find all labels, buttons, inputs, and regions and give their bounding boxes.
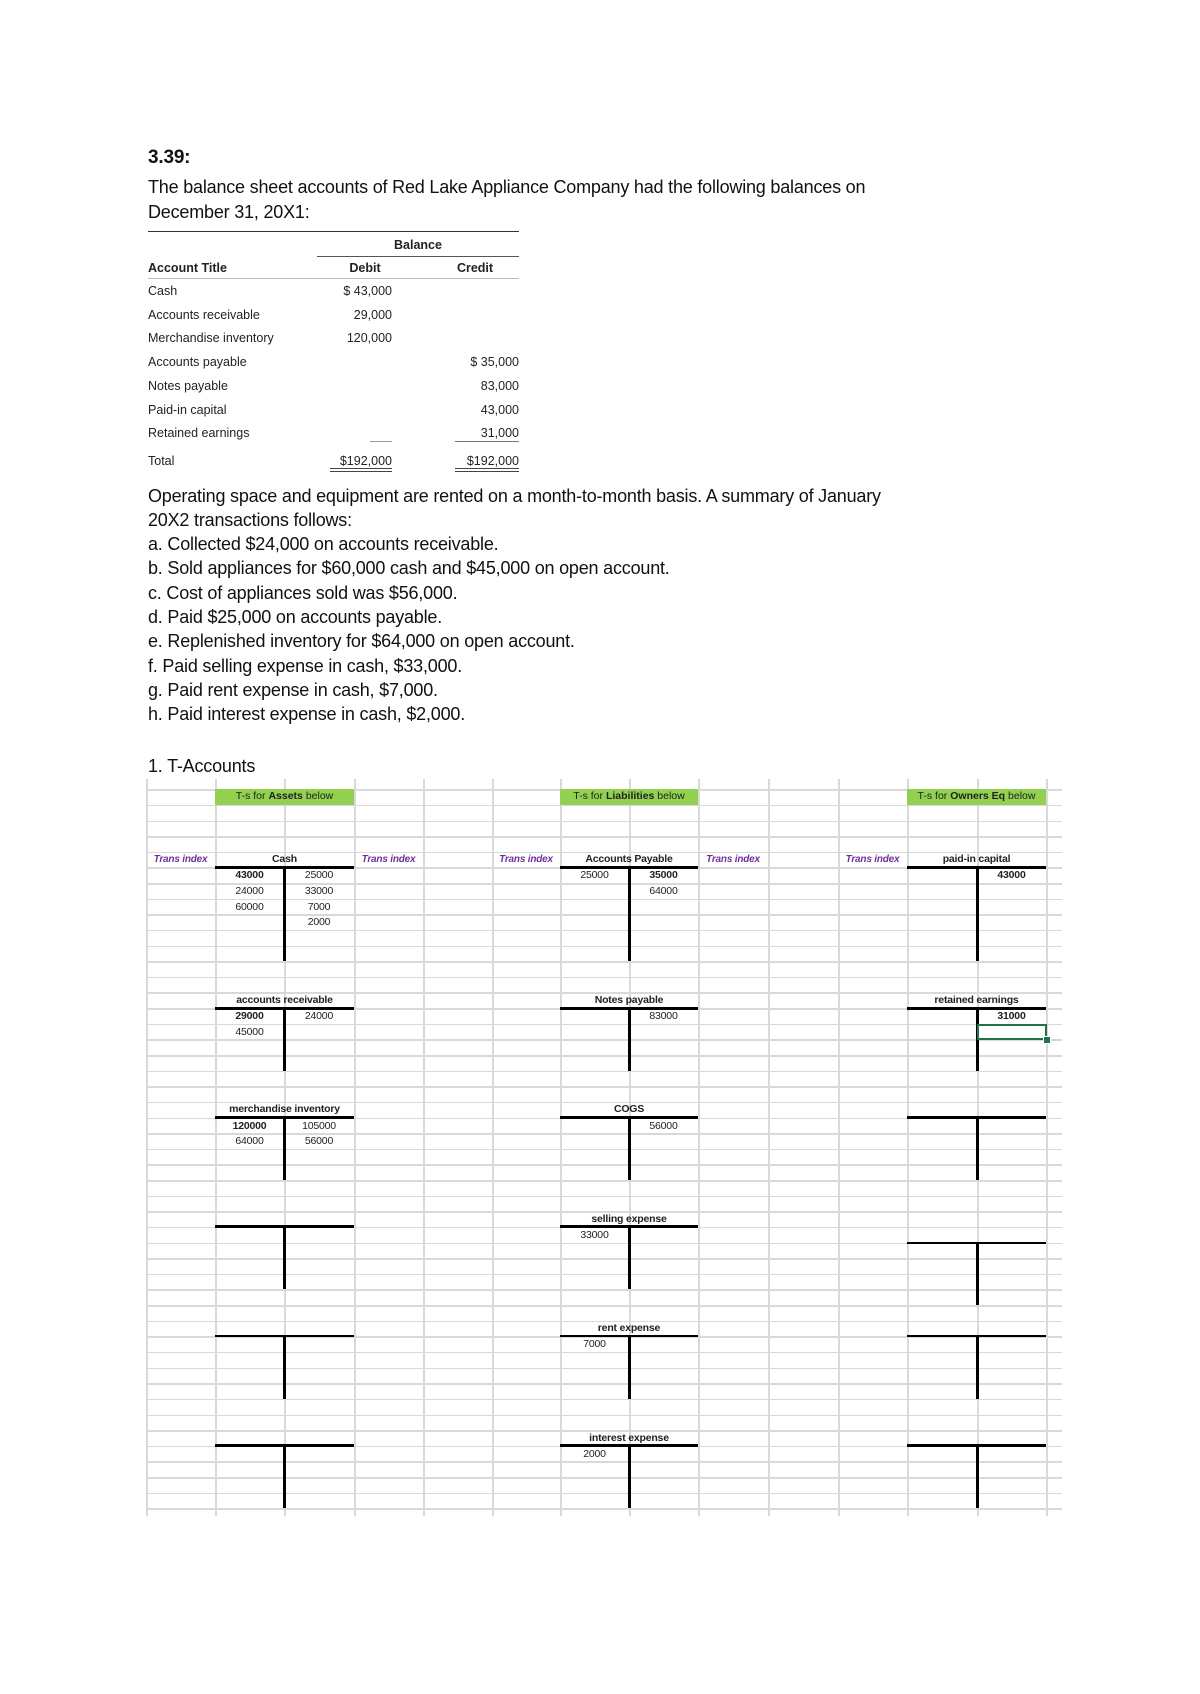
transaction-item: a. Collected $24,000 on accounts receivable. <box>148 534 499 554</box>
grid-col-line <box>560 779 562 1516</box>
table-row-account: Cash <box>148 284 178 298</box>
trans-index-label: Trans index <box>499 854 553 866</box>
balance-group-header: Balance <box>394 238 442 252</box>
t-account-divider <box>283 1446 286 1509</box>
transactions-intro-line2: 20X2 transactions follows: <box>148 510 352 530</box>
section-title: 1. T-Accounts <box>148 756 256 776</box>
table-row-credit: 31,000 <box>480 426 519 441</box>
transaction-item: e. Replenished inventory for $64,000 on open account. <box>148 631 575 652</box>
t-account-title: selling expense <box>591 1212 667 1225</box>
group-header-prefix: T-s for <box>917 790 948 803</box>
group-header-bold: Owners Eq <box>950 790 1006 803</box>
t-account-title: rent expense <box>597 1322 661 1335</box>
grid-col-line <box>146 779 148 1516</box>
transactions-intro-line1: Operating space and equipment are rented on a month-to-month basis. A summary of January <box>148 486 881 506</box>
t-account-title: interest expense <box>589 1431 669 1444</box>
table-row-account: Notes payable <box>148 378 228 393</box>
credit-entry: 56000 <box>304 1135 334 1148</box>
debit-entry: 25000 <box>580 869 609 882</box>
trans-index-label: Trans index <box>361 854 416 866</box>
table-row-account: Accounts receivable <box>148 307 260 322</box>
group-header-1 <box>560 789 698 805</box>
table-row-account: Accounts payable <box>148 355 247 370</box>
debit-entry: 60000 <box>235 900 264 913</box>
intro-text-line2: December 31, 20X1: <box>148 202 310 222</box>
t-account-title: Accounts Payable <box>585 853 673 866</box>
credit-entry: 35000 <box>649 869 678 882</box>
grid-col-line <box>423 779 425 1516</box>
col-header-account: Account Title <box>148 261 227 275</box>
grid-col-line <box>698 779 700 1516</box>
t-account-title: merchandise inventory <box>229 1103 340 1116</box>
table-row-account: Merchandise inventory <box>148 331 274 346</box>
header-rule <box>148 278 519 279</box>
credit-entry: 31000 <box>997 1010 1026 1023</box>
grid-col-line <box>907 779 909 1516</box>
group-header-2 <box>907 789 1046 805</box>
t-account-title: accounts receivable <box>236 993 333 1006</box>
credit-subtotal-rule <box>455 441 519 442</box>
transaction-item: b. Sold appliances for $60,000 cash and $45,000 on open account. <box>148 558 670 579</box>
debit-entry: 120000 <box>232 1119 267 1132</box>
transaction-item: c. Cost of appliances sold was $56,000. <box>148 582 458 603</box>
transaction-item: f. Paid selling expense in cash, $33,000. <box>148 655 463 676</box>
credit-entry: 43000 <box>997 869 1026 882</box>
col-header-credit: Credit <box>456 261 494 275</box>
t-account-title: paid-in capital <box>942 853 1011 866</box>
group-header-bold: Liabilities <box>605 790 655 803</box>
credit-entry: 2000 <box>307 916 331 929</box>
t-account-divider <box>976 1336 979 1399</box>
debit-entry: 64000 <box>235 1135 264 1148</box>
trans-index-label: Trans index <box>153 854 208 866</box>
t-account-title: Cash <box>272 853 297 866</box>
credit-entry: 25000 <box>304 869 334 882</box>
credit-entry: 56000 <box>649 1119 678 1132</box>
t-account-divider <box>976 1446 979 1509</box>
debit-entry: 7000 <box>583 1338 606 1351</box>
debit-entry: 33000 <box>580 1228 609 1241</box>
group-header-suffix: below <box>305 790 334 803</box>
grid-col-line <box>492 779 494 1516</box>
total-debit-double-rule <box>330 468 392 472</box>
group-header-suffix: below <box>1008 790 1036 803</box>
intro-text-line1: The balance sheet accounts of Red Lake Appliance Company had the following balances on <box>148 177 866 197</box>
grid-col-line <box>838 779 840 1516</box>
grid-col-line <box>768 779 770 1516</box>
transaction-item: d. Paid $25,000 on accounts payable. <box>148 606 443 627</box>
table-row-credit: $ 35,000 <box>470 355 519 370</box>
selected-cell <box>977 1024 1047 1041</box>
debit-entry: 43000 <box>235 869 264 882</box>
group-header-prefix: T-s for <box>573 790 604 803</box>
credit-entry: 83000 <box>649 1010 678 1023</box>
t-account-divider <box>283 1227 286 1290</box>
group-header-prefix: T-s for <box>235 790 266 803</box>
group-header-bold: Assets <box>268 790 303 803</box>
fill-handle <box>1043 1036 1051 1044</box>
debit-entry: 24000 <box>235 885 264 898</box>
t-account-divider <box>976 1243 979 1306</box>
table-row-credit: 83,000 <box>480 378 519 393</box>
total-debit: $192,000 <box>339 454 392 468</box>
balance-rule <box>317 256 519 257</box>
grid-col-line <box>354 779 356 1516</box>
credit-entry: 33000 <box>304 885 334 898</box>
credit-entry: 24000 <box>304 1010 334 1023</box>
t-account-title: Notes payable <box>594 993 664 1006</box>
table-row-debit: 120,000 <box>346 331 392 346</box>
debit-entry: 2000 <box>583 1447 606 1460</box>
group-header-suffix: below <box>657 790 685 803</box>
group-header-0 <box>215 789 354 805</box>
total-credit-double-rule <box>455 468 519 472</box>
table-row-credit: 43,000 <box>480 402 519 417</box>
transaction-item: h. Paid interest expense in cash, $2,000. <box>148 704 466 725</box>
debit-subtotal-rule <box>370 441 392 442</box>
table-row-debit: $ 43,000 <box>343 284 392 298</box>
t-account-divider <box>976 1118 979 1181</box>
transaction-item: g. Paid rent expense in cash, $7,000. <box>148 679 438 700</box>
table-row-account: Retained earnings <box>148 426 250 441</box>
table-row-account: Paid-in capital <box>148 402 227 417</box>
t-account-title: COGS <box>613 1103 645 1116</box>
table-top-rule <box>148 231 519 232</box>
total-credit: $192,000 <box>466 454 519 468</box>
problem-number: 3.39: <box>148 147 191 168</box>
debit-entry: 29000 <box>235 1010 264 1023</box>
grid-col-line <box>1046 779 1048 1516</box>
trans-index-label: Trans index <box>706 854 760 866</box>
total-label: Total <box>148 454 175 468</box>
table-row-debit: 29,000 <box>353 307 392 322</box>
credit-entry: 105000 <box>302 1119 336 1132</box>
credit-entry: 7000 <box>307 900 331 913</box>
trans-index-label: Trans index <box>845 854 900 866</box>
debit-entry: 45000 <box>235 1025 264 1038</box>
col-header-debit: Debit <box>349 261 381 275</box>
t-account-divider <box>283 1336 286 1399</box>
t-account-title: retained earnings <box>934 993 1019 1006</box>
credit-entry: 64000 <box>649 885 678 898</box>
